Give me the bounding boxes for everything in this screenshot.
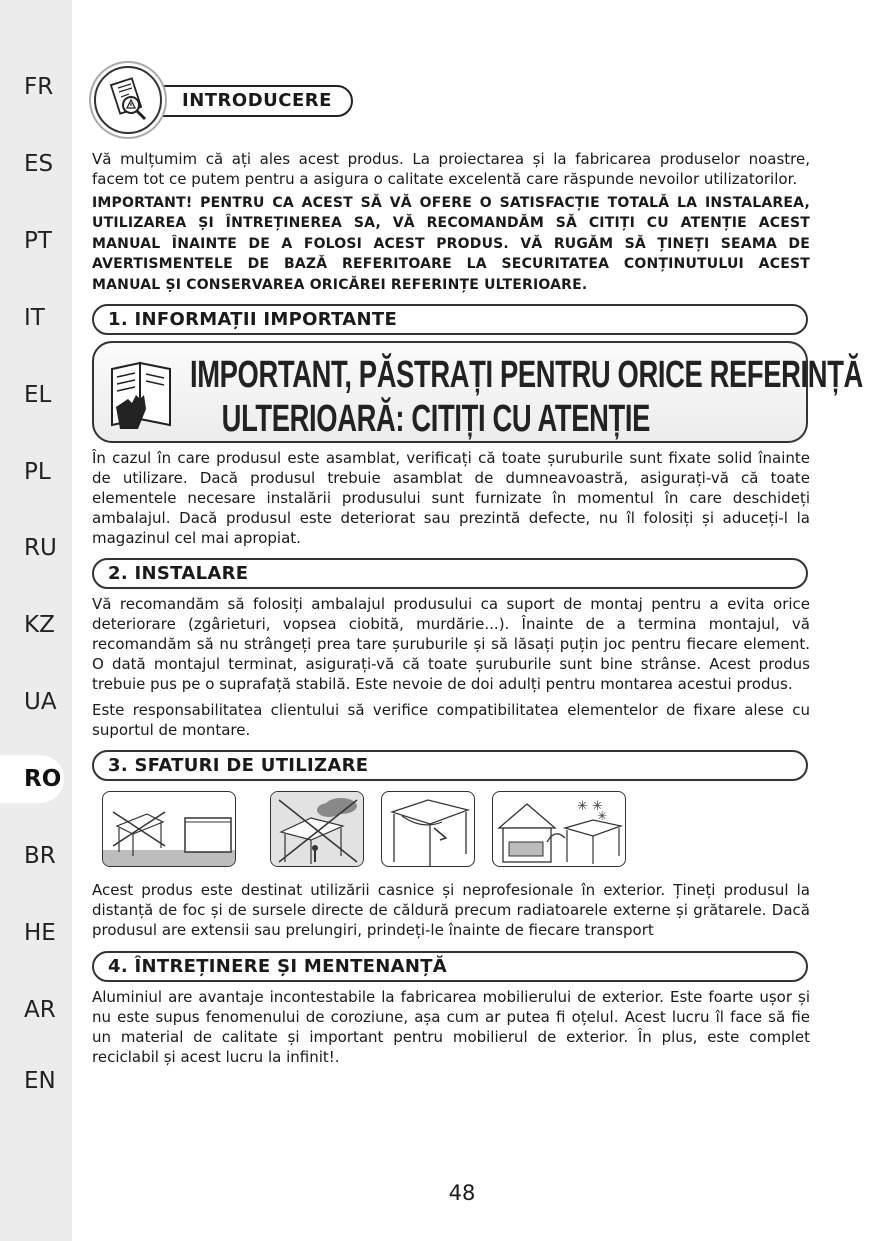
section-1-text: În cazul în care produsul este asamblat, verificați că toate șuruburile sunt fixate solid înainte de utilizare. Dacă produsul trebuie asamblat de dumneavoastră, asigurați-vă că toate elementele necesare instalării produsului sunt furnizate în momentul în care deschideți ambalajul. Dacă produsul este deteriorat sau prezintă defecte, nu îl folosiți și aduceți-l la magazinul cel mai apropiat. (92, 449, 810, 547)
section-2-title: 2. INSTALARE (92, 558, 808, 589)
section-1-title: 1. INFORMAȚII IMPORTANTE (92, 304, 808, 335)
lang-ar[interactable]: AR (24, 997, 56, 1023)
lang-ua[interactable]: UA (24, 689, 57, 715)
lang-en[interactable]: EN (24, 1068, 56, 1094)
lang-fr[interactable]: FR (24, 74, 54, 100)
manual-reading-icon (106, 355, 178, 433)
lang-ru[interactable]: RU (24, 535, 57, 561)
document-warning-icon (94, 66, 162, 134)
intro-title: INTRODUCERE (134, 85, 353, 117)
intro-warning: IMPORTANT! PENTRU CA ACEST SĂ VĂ OFERE O SATISFACȚIE TOTALĂ LA INSTALAREA, UTILIZAREA ȘI ÎNTREȚINEREA SA, VĂ RECOMANDĂM SĂ CITIȚI CU ATENȚIE ACEST MANUAL ÎNAINTE DE A FOLOSI ACEST PRODUS. VĂ RUGĂM SĂ ȚINEȚI SEAMA DE AVERTISMENTELE DE BAZĂ REFERITOARE LA SECURITATEA CONȚINUTULUI ACEST MANUAL ȘI CONSERVAREA ORICĂREI REFERINȚE ULTERIOARE. (92, 195, 810, 293)
section-3-text: Acest produs este destinat utilizării casnice și neprofesionale în exterior. Țineți produsul la distanță de foc și de sursele directe de căldură precum radiatoarele externe și grătarele. Dacă produsul are extensii sau prelungiri, prindeți-le înainte de fiecare transport (92, 881, 810, 939)
important-banner (92, 341, 863, 443)
page-number: 48 (448, 1181, 476, 1205)
section-4-text: Aluminiul are avantaje incontestabile la fabricarea mobilierului de exterior. Este foarte ușor și nu este supus fenomenului de coroziune, așa cum ar putea fi oțelul. Acest lucru îl face să fie un material de calitate și important pentru mobilierul de exterior. În plus, este complet reciclabil și acest lucru la infinit!. (92, 988, 810, 1066)
section-2-text-1: Vă recomandăm să folosiți ambalajul produsului ca suport de montaj pentru a evita orice deteriorare (zgârieturi, vopsea ciobită, murdărie...). Înainte de a termina montajul, vă recomandăm să nu strângeți prea tare șuruburile și să lăsați puțin joc pentru fiecare element. O dată montajul terminat, asigurați-vă că toate șuruburile sunt bine strânse. Acest produs trebuie pus pe o suprafață stabilă. Este nevoie de doi adulți pentru montarea acestui produs. (92, 595, 810, 693)
important-heading-line2: ULTERIOARĂ: CITIȚI CU ATENȚIE (221, 398, 650, 440)
language-sidebar (0, 0, 72, 1241)
section-3-title: 3. SFATURI DE UTILIZARE (92, 750, 808, 781)
lang-el[interactable]: EL (24, 382, 52, 408)
svg-text:✳ ✳: ✳ ✳ (577, 799, 603, 814)
lang-pt[interactable]: PT (24, 228, 52, 254)
lang-kz[interactable]: KZ (24, 612, 55, 638)
important-heading (190, 353, 863, 441)
lang-he[interactable]: HE (24, 920, 56, 946)
no-storm-icon (270, 791, 364, 867)
section-2-text-2: Este responsabilitatea clientului să verifice compatibilitatea elementelor de fixare alese cu suportul de montare. (92, 701, 810, 739)
section-4-title: 4. ÎNTREȚINERE ȘI MENTENANȚĂ (92, 951, 808, 982)
lang-es[interactable]: ES (24, 151, 54, 177)
lang-it[interactable]: IT (24, 305, 45, 331)
important-heading-line1: IMPORTANT, PĂSTRAȚI PENTRU ORICE REFERINȚĂ (190, 354, 863, 396)
winter-storage-icon (492, 791, 626, 867)
lang-pl[interactable]: PL (24, 459, 51, 485)
svg-text:✳: ✳ (597, 809, 608, 823)
lang-br[interactable]: BR (24, 843, 56, 869)
no-stacking-icon (102, 791, 236, 867)
lang-ro-active[interactable]: RO (0, 755, 64, 803)
fold-canopy-icon (381, 791, 475, 867)
intro-text: Vă mulțumim că ați ales acest produs. La proiectarea și la fabricarea produselor noastre, facem tot ce putem pentru a asigura o calitate excelentă care răspunde nevoilor utilizatorilor. (92, 150, 810, 188)
